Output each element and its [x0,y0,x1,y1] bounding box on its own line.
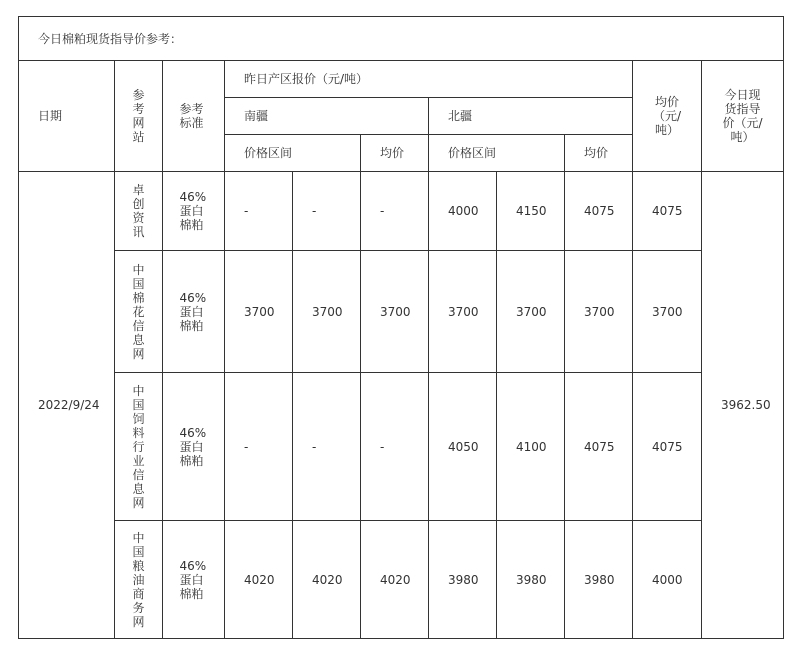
site-cell: 中国饲料行业信息网 [115,373,163,521]
north-high-cell: 4150 [497,172,565,251]
south-avg-cell: - [361,172,429,251]
south-high-cell: 4020 [293,521,361,639]
south-high-cell: - [293,172,361,251]
header-south: 南疆 [225,98,429,135]
site-cell: 卓创资讯 [115,172,163,251]
north-avg-cell: 3700 [565,251,633,373]
header-north: 北疆 [429,98,633,135]
header-site: 参考网站 [115,61,163,172]
north-avg-cell: 3980 [565,521,633,639]
north-avg-cell: 4075 [565,172,633,251]
north-low-cell: 4000 [429,172,497,251]
avg-cell: 4000 [633,521,702,639]
standard-cell: 46%蛋白棉粕 [163,521,225,639]
north-high-cell: 4100 [497,373,565,521]
header-standard: 参考标准 [163,61,225,172]
header-yesterday: 昨日产区报价（元/吨） [225,61,633,98]
north-high-cell: 3700 [497,251,565,373]
today-price-cell: 3962.50 [702,172,784,639]
north-low-cell: 3980 [429,521,497,639]
north-avg-cell: 4075 [565,373,633,521]
header-today-price: 今日现货指导价（元/吨） [702,61,784,172]
north-low-cell: 4050 [429,373,497,521]
avg-cell: 3700 [633,251,702,373]
north-low-cell: 3700 [429,251,497,373]
price-table [18,16,784,639]
header-south-avg: 均价 [361,135,429,172]
south-avg-cell: 3700 [361,251,429,373]
standard-cell: 46%蛋白棉粕 [163,172,225,251]
site-cell: 中国棉花信息网 [115,251,163,373]
header-north-avg: 均价 [565,135,633,172]
header-south-range: 价格区间 [225,135,361,172]
table-caption: 今日棉粕现货指导价参考： [19,17,784,61]
header-north-range: 价格区间 [429,135,565,172]
south-low-cell: - [225,373,293,521]
south-low-cell: - [225,172,293,251]
standard-cell: 46%蛋白棉粕 [163,251,225,373]
south-low-cell: 4020 [225,521,293,639]
header-date: 日期 [19,61,115,172]
table-row [19,251,784,373]
north-high-cell: 3980 [497,521,565,639]
standard-cell: 46%蛋白棉粕 [163,373,225,521]
table-row [19,521,784,639]
table-row [19,373,784,521]
avg-cell: 4075 [633,373,702,521]
south-low-cell: 3700 [225,251,293,373]
header-overall-avg: 均价（元/吨） [633,61,702,172]
date-cell: 2022/9/24 [19,172,115,639]
south-high-cell: 3700 [293,251,361,373]
south-avg-cell: 4020 [361,521,429,639]
site-cell: 中国粮油商务网 [115,521,163,639]
table-row [19,172,784,251]
south-high-cell: - [293,373,361,521]
avg-cell: 4075 [633,172,702,251]
south-avg-cell: - [361,373,429,521]
